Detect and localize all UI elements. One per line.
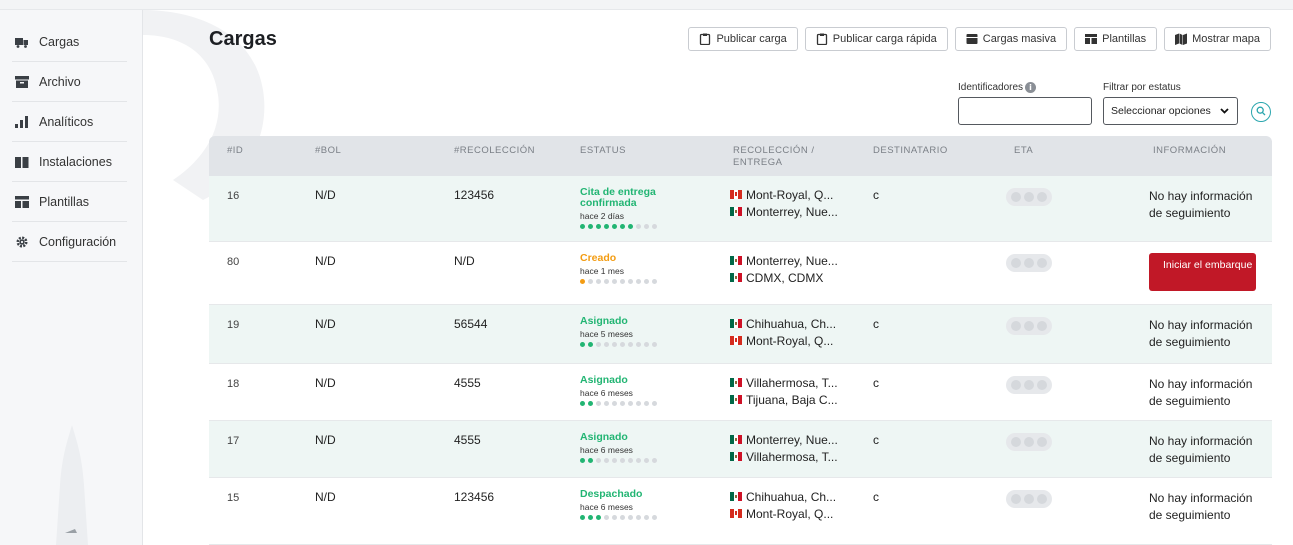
status-time-ago: hace 5 meses <box>580 329 633 339</box>
table-row[interactable] <box>209 242 1272 305</box>
table-row[interactable] <box>209 305 1272 364</box>
progress-dot <box>620 342 625 347</box>
delivery-location-text: CDMX, CDMX <box>746 270 824 285</box>
status-filter-label: Filtrar por estatus <box>1103 82 1181 93</box>
status-time-ago: hace 1 mes <box>580 266 624 276</box>
bol-number: N/D <box>315 188 336 202</box>
pickup-number: 56544 <box>454 317 488 331</box>
gear-icon <box>15 235 29 249</box>
progress-dot <box>652 279 657 284</box>
bulk-loads-label: Cargas masiva <box>982 33 1057 45</box>
column-header-pickup-delivery <box>733 145 814 169</box>
load-id[interactable]: 15 <box>227 492 240 504</box>
progress-dot <box>636 515 641 520</box>
progress-dot <box>636 458 641 463</box>
search-icon <box>1256 103 1266 121</box>
status-progress <box>580 401 675 406</box>
status-progress <box>580 279 675 284</box>
pickup-location-text: Chihuahua, Ch... <box>746 489 837 504</box>
column-header-eta: ETA <box>1014 145 1034 156</box>
delivery-location <box>730 391 838 408</box>
status-progress <box>580 458 675 463</box>
templates-label: Plantillas <box>1102 33 1147 45</box>
bol-number: N/D <box>315 490 336 504</box>
column-header-bol: #BOL <box>315 145 342 156</box>
status-cell <box>580 432 675 463</box>
progress-dot <box>652 458 657 463</box>
progress-dot <box>604 401 609 406</box>
mexico-flag-icon <box>730 273 742 282</box>
delivery-location <box>730 269 838 286</box>
bol-number: N/D <box>315 433 336 447</box>
bol-number: N/D <box>315 254 336 268</box>
pickup-location-text: Villahermosa, T... <box>746 375 838 390</box>
eta-indicator <box>1006 188 1052 206</box>
loads-table <box>209 136 1272 545</box>
delivery-location <box>730 448 838 465</box>
progress-dot <box>644 515 649 520</box>
chevron-down-icon <box>1220 105 1229 117</box>
progress-dot <box>644 401 649 406</box>
tracking-info: No hay información de seguimiento <box>1149 377 1253 408</box>
canada-flag-icon <box>730 190 742 199</box>
recipient: c <box>873 490 879 504</box>
column-header-id: #ID <box>227 145 244 156</box>
sidebar-item-label: Archivo <box>39 74 81 89</box>
mexico-flag-icon <box>730 492 742 501</box>
route-cell <box>730 252 838 286</box>
progress-dot <box>580 279 585 284</box>
table-row[interactable] <box>209 364 1272 421</box>
header-actions <box>688 27 1271 51</box>
tracking-info: No hay información de seguimiento <box>1149 189 1253 220</box>
sidebar-item-label: Plantillas <box>39 194 90 209</box>
progress-dot <box>620 401 625 406</box>
route-cell <box>730 186 838 220</box>
mexico-flag-icon <box>730 395 742 404</box>
progress-dot <box>580 342 585 347</box>
table-header <box>209 136 1272 176</box>
load-id[interactable]: 19 <box>227 319 240 331</box>
status-label: Creado <box>580 252 617 264</box>
recipient: c <box>873 188 879 202</box>
mexico-flag-icon <box>730 435 742 444</box>
progress-dot <box>636 401 641 406</box>
sidebar-item-archivo[interactable] <box>12 62 127 102</box>
warehouse-icon <box>15 155 29 169</box>
status-filter-value: Seleccionar opciones <box>1111 105 1211 117</box>
status-label: Asignado <box>580 315 628 327</box>
templates-button[interactable] <box>1074 27 1157 51</box>
pickup-location <box>730 431 838 448</box>
progress-dot <box>604 224 609 229</box>
table-row[interactable] <box>209 421 1272 478</box>
status-time-ago: hace 6 meses <box>580 445 633 455</box>
map-icon <box>1175 33 1187 45</box>
pickup-location-text: Chihuahua, Ch... <box>746 316 837 331</box>
pickup-number: 123456 <box>454 188 495 202</box>
column-header-pickup: RECOLECCIÓN / <box>733 145 815 156</box>
identifiers-label-text: Identificadores <box>958 82 1024 93</box>
load-id[interactable]: 17 <box>227 435 240 447</box>
progress-dot <box>628 279 633 284</box>
recipient: c <box>873 433 879 447</box>
status-label: Asignado <box>580 431 628 443</box>
table-row[interactable] <box>209 176 1272 242</box>
status-cell <box>580 375 675 406</box>
progress-dot <box>596 515 601 520</box>
main-content <box>143 10 1293 545</box>
status-cell <box>580 316 675 347</box>
template-icon <box>1085 33 1097 45</box>
progress-dot <box>604 342 609 347</box>
delivery-location <box>730 332 836 349</box>
clipboard-icon <box>699 33 711 45</box>
sidebar-item-cargas[interactable] <box>12 22 127 62</box>
pickup-number: 4555 <box>454 376 481 390</box>
route-cell <box>730 315 836 349</box>
progress-dot <box>636 342 641 347</box>
column-header-pickup-number: #RECOLECCIÓN <box>454 145 535 156</box>
eta-indicator <box>1006 490 1052 508</box>
pickup-location <box>730 488 836 505</box>
progress-dot <box>628 342 633 347</box>
delivery-location-text: Tijuana, Baja C... <box>746 392 838 407</box>
status-label: Cita de entrega confirmada <box>580 186 656 209</box>
sidebar-item-label: Analíticos <box>39 114 94 129</box>
progress-dot <box>588 515 593 520</box>
page-title: Cargas <box>209 28 277 50</box>
progress-dot <box>612 342 617 347</box>
progress-dot <box>636 279 641 284</box>
progress-dot <box>588 342 593 347</box>
quick-publish-label: Publicar carga rápida <box>832 33 937 45</box>
column-header-status: ESTATUS <box>580 145 626 156</box>
progress-dot <box>596 224 601 229</box>
eta-indicator <box>1006 254 1052 272</box>
bulk-loads-button[interactable] <box>955 27 1067 51</box>
mexico-flag-icon <box>730 452 742 461</box>
route-cell <box>730 431 838 465</box>
mexico-flag-icon <box>730 256 742 265</box>
status-label: Asignado <box>580 374 628 386</box>
status-label: Despachado <box>580 488 643 500</box>
sidebar-item-instalaciones[interactable] <box>12 142 127 182</box>
progress-dot <box>604 279 609 284</box>
template-icon <box>15 195 29 209</box>
tracking-info: No hay información de seguimiento <box>1149 491 1253 522</box>
show-map-button[interactable] <box>1164 27 1271 51</box>
pickup-location <box>730 315 836 332</box>
brand-watermark-icon <box>50 425 94 545</box>
progress-dot <box>596 342 601 347</box>
recipient: c <box>873 317 879 331</box>
load-id[interactable]: 16 <box>227 190 240 202</box>
identifiers-input[interactable] <box>958 97 1092 125</box>
column-header-recipient: DESTINATARIO <box>873 145 948 156</box>
progress-dot <box>612 279 617 284</box>
archive-icon <box>15 75 29 89</box>
route-cell <box>730 488 836 522</box>
canada-flag-icon <box>730 509 742 518</box>
delivery-location-text: Mont-Royal, Q... <box>746 333 834 348</box>
pickup-number: 123456 <box>454 490 495 504</box>
sidebar-item-analiticos[interactable] <box>12 102 127 142</box>
progress-dot <box>612 224 617 229</box>
truck-icon <box>15 35 29 49</box>
pickup-location-text: Monterrey, Nue... <box>746 253 838 268</box>
progress-dot <box>604 515 609 520</box>
delivery-location-text: Monterrey, Nue... <box>746 204 838 219</box>
status-progress <box>580 224 675 229</box>
status-time-ago: hace 6 meses <box>580 502 633 512</box>
column-header-information: INFORMACIÓN <box>1153 145 1227 156</box>
identifiers-label <box>958 82 1036 93</box>
eta-indicator <box>1006 376 1052 394</box>
progress-dot <box>612 515 617 520</box>
delivery-location <box>730 203 838 220</box>
sidebar-item-label: Cargas <box>39 34 80 49</box>
progress-dot <box>612 401 617 406</box>
progress-dot <box>620 515 625 520</box>
column-header-delivery: ENTREGA <box>733 157 783 168</box>
status-cell <box>580 489 675 520</box>
pickup-number: N/D <box>454 254 475 268</box>
canada-flag-icon <box>730 336 742 345</box>
progress-dot <box>588 279 593 284</box>
top-strip <box>0 0 1293 10</box>
status-time-ago: hace 6 meses <box>580 388 633 398</box>
progress-dot <box>596 458 601 463</box>
publish-load-label: Publicar carga <box>716 33 787 45</box>
table-body <box>209 176 1272 545</box>
mexico-flag-icon <box>730 319 742 328</box>
bol-number: N/D <box>315 376 336 390</box>
eta-indicator <box>1006 317 1052 335</box>
pickup-location <box>730 374 838 391</box>
clipboard-icon <box>816 33 828 45</box>
progress-dot <box>620 279 625 284</box>
stack-icon <box>966 33 978 45</box>
progress-dot <box>636 224 641 229</box>
publish-load-button[interactable] <box>688 27 797 51</box>
status-cell <box>580 253 675 284</box>
info-icon[interactable]: i <box>1025 82 1036 93</box>
progress-dot <box>652 224 657 229</box>
progress-dot <box>580 401 585 406</box>
pickup-number: 4555 <box>454 433 481 447</box>
sidebar <box>0 10 143 545</box>
sidebar-item-label: Instalaciones <box>39 154 112 169</box>
route-cell <box>730 374 838 408</box>
mexico-flag-icon <box>730 207 742 216</box>
status-progress <box>580 342 675 347</box>
bar-chart-icon <box>15 115 29 129</box>
load-id[interactable]: 80 <box>227 256 240 268</box>
pickup-location-text: Mont-Royal, Q... <box>746 187 834 202</box>
progress-dot <box>628 458 633 463</box>
progress-dot <box>644 224 649 229</box>
status-filter-select[interactable] <box>1103 97 1238 125</box>
progress-dot <box>628 224 633 229</box>
delivery-location-text: Mont-Royal, Q... <box>746 506 834 521</box>
progress-dot <box>596 401 601 406</box>
status-cell <box>580 187 675 229</box>
sidebar-item-label: Configuración <box>39 234 117 249</box>
status-time-ago: hace 2 días <box>580 211 624 221</box>
progress-dot <box>588 401 593 406</box>
load-id[interactable]: 18 <box>227 378 240 390</box>
search-button[interactable] <box>1251 102 1271 122</box>
progress-dot <box>628 401 633 406</box>
show-map-label: Mostrar mapa <box>1192 33 1260 45</box>
status-progress <box>580 515 675 520</box>
progress-dot <box>604 458 609 463</box>
progress-dot <box>652 515 657 520</box>
tracking-info: No hay información de seguimiento <box>1149 434 1253 465</box>
progress-dot <box>652 342 657 347</box>
pickup-location <box>730 186 838 203</box>
sidebar-item-plantillas[interactable] <box>12 182 127 222</box>
start-shipment-button[interactable] <box>1149 253 1256 291</box>
delivery-location <box>730 505 836 522</box>
progress-dot <box>620 224 625 229</box>
table-row[interactable] <box>209 478 1272 545</box>
progress-dot <box>652 401 657 406</box>
eta-indicator <box>1006 433 1052 451</box>
quick-publish-button[interactable] <box>805 27 948 51</box>
tracking-info: No hay información de seguimiento <box>1149 318 1253 349</box>
recipient: c <box>873 376 879 390</box>
pickup-location-text: Monterrey, Nue... <box>746 432 838 447</box>
progress-dot <box>628 515 633 520</box>
progress-dot <box>588 224 593 229</box>
progress-dot <box>580 224 585 229</box>
progress-dot <box>644 279 649 284</box>
progress-dot <box>580 458 585 463</box>
progress-dot <box>644 458 649 463</box>
progress-dot <box>580 515 585 520</box>
progress-dot <box>596 279 601 284</box>
pickup-location <box>730 252 838 269</box>
progress-dot <box>620 458 625 463</box>
bol-number: N/D <box>315 317 336 331</box>
sidebar-item-configuracion[interactable] <box>12 222 127 262</box>
delivery-location-text: Villahermosa, T... <box>746 449 838 464</box>
mexico-flag-icon <box>730 378 742 387</box>
progress-dot <box>644 342 649 347</box>
start-shipment-label: Iniciar el embarque <box>1163 259 1253 271</box>
progress-dot <box>612 458 617 463</box>
progress-dot <box>588 458 593 463</box>
